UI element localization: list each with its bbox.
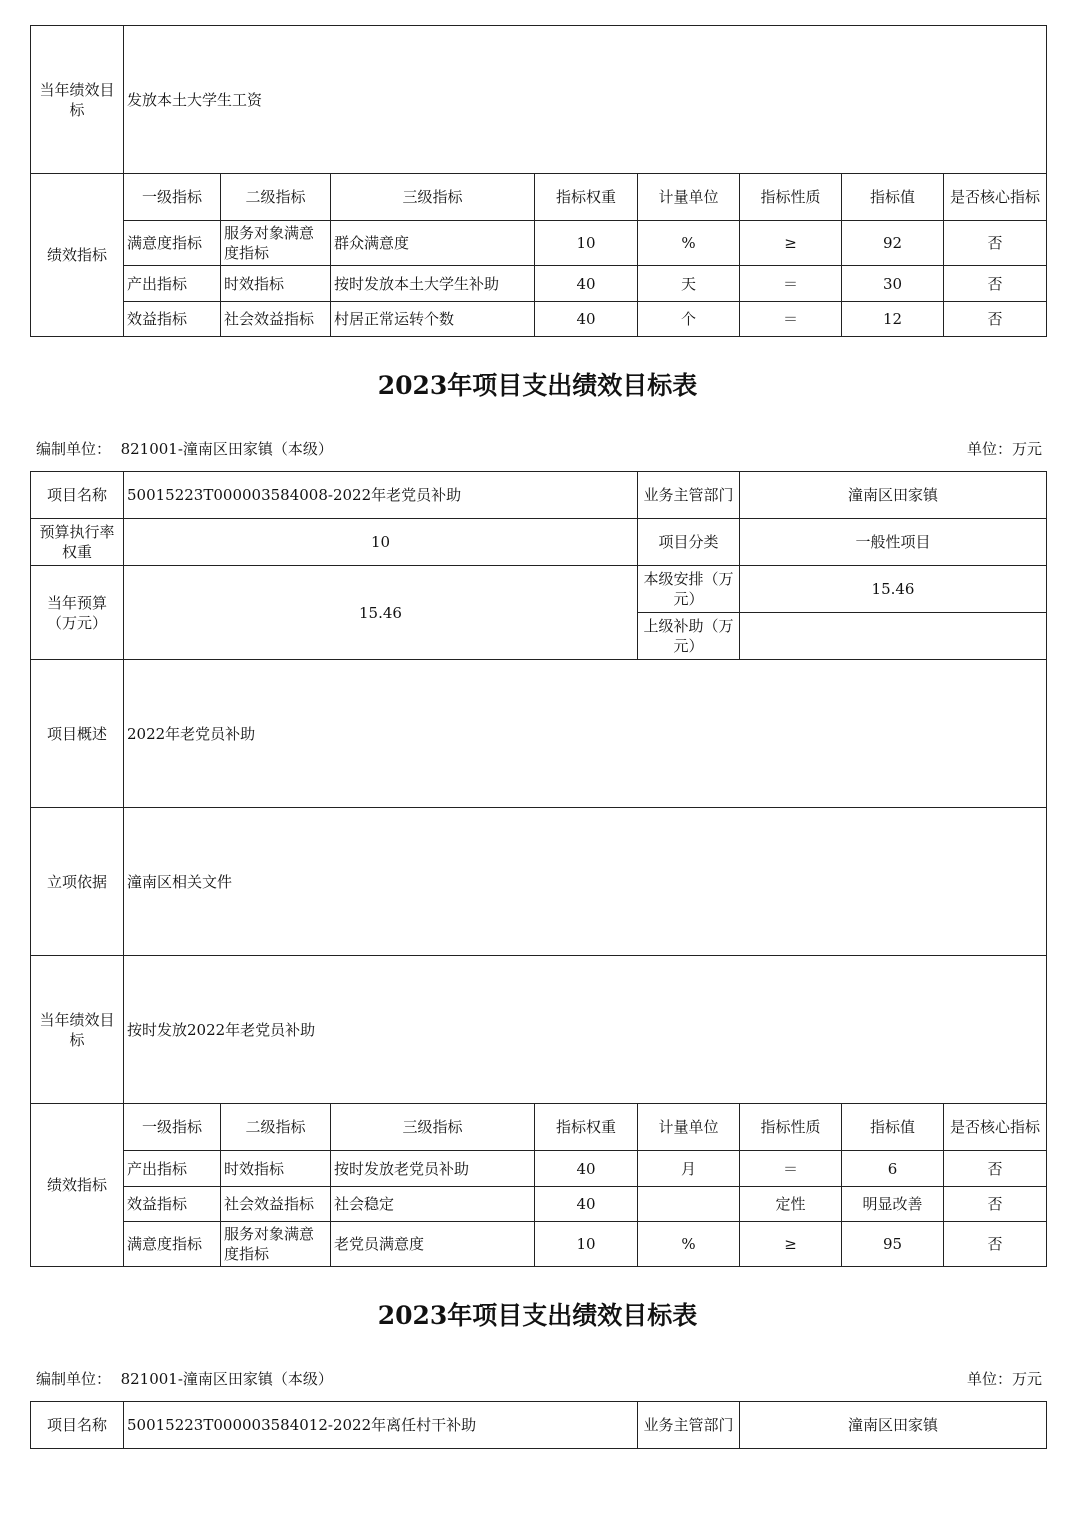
page-title: 2023年项目支出绩效目标表 [377,371,698,400]
goal-label: 当年绩效目标 [31,956,124,1104]
indicator-label: 绩效指标 [31,174,124,337]
goal-label: 当年绩效目标 [31,26,124,174]
indicator-header: 二级指标 [221,174,331,221]
cell [638,1187,740,1222]
cell: 时效指标 [221,1151,331,1187]
performance-table-1 [30,471,1047,1267]
basis-value: 潼南区相关文件 [124,808,1047,956]
cell: % [638,221,740,266]
dept-label: 业务主管部门 [638,472,740,519]
upper-label: 上级补助（万元） [638,613,740,660]
unit-label: 单位：万元 [966,1370,1042,1388]
table-row [31,221,1047,266]
indicator-header: 是否核心指标 [944,1104,1047,1151]
cell: 产出指标 [124,266,221,302]
indicator-header: 指标权重 [535,174,638,221]
table-row [31,1222,1047,1267]
indicator-header: 指标性质 [740,174,842,221]
goal-text: 发放本土大学生工资 [124,26,1047,174]
cell: % [638,1222,740,1267]
indicator-header: 指标权重 [535,1104,638,1151]
performance-table-top [30,25,1047,337]
project-name-value: 50015223T000003584012-2022年离任村干补助 [124,1402,638,1449]
performance-table-2 [30,1401,1047,1449]
category-value: 一般性项目 [740,519,1047,566]
cell: 效益指标 [124,1187,221,1222]
cell: 效益指标 [124,302,221,337]
budget-value: 15.46 [124,566,638,660]
cell: ≥ [740,1222,842,1267]
cell: 社会效益指标 [221,302,331,337]
cell: 否 [944,1222,1047,1267]
cell: 满意度指标 [124,1222,221,1267]
cell: 月 [638,1151,740,1187]
cell: 否 [944,1151,1047,1187]
basis-label: 立项依据 [31,808,124,956]
indicator-header: 三级指标 [331,1104,535,1151]
project-name-value: 50015223T000003584008-2022年老党员补助 [124,472,638,519]
cell: 老党员满意度 [331,1222,535,1267]
cell: 95 [842,1222,944,1267]
page-title: 2023年项目支出绩效目标表 [377,1301,698,1330]
cell: ＝ [740,1151,842,1187]
dept-value: 潼南区田家镇 [740,1402,1047,1449]
table-row [31,1187,1047,1222]
table-row [31,302,1047,337]
cell: 按时发放老党员补助 [331,1151,535,1187]
cell: 个 [638,302,740,337]
indicator-header: 一级指标 [124,174,221,221]
cell: 否 [944,1187,1047,1222]
cell: 社会稳定 [331,1187,535,1222]
cell: 否 [944,266,1047,302]
indicator-header: 一级指标 [124,1104,221,1151]
cell: 否 [944,302,1047,337]
compiler-line [36,438,333,459]
goal-text: 按时发放2022年老党员补助 [124,956,1047,1104]
own-label: 本级安排（万元） [638,566,740,613]
dept-label: 业务主管部门 [638,1402,740,1449]
indicator-header: 是否核心指标 [944,174,1047,221]
compiler-value: 821001-潼南区田家镇（本级） [120,1370,333,1388]
indicator-header: 计量单位 [638,1104,740,1151]
compiler-line [36,1368,333,1389]
cell: 10 [535,1222,638,1267]
cell: 定性 [740,1187,842,1222]
table-row [31,1151,1047,1187]
cell: 否 [944,221,1047,266]
cell: 30 [842,266,944,302]
cell: ≥ [740,221,842,266]
indicator-header: 三级指标 [331,174,535,221]
cell: 社会效益指标 [221,1187,331,1222]
category-label: 项目分类 [638,519,740,566]
cell: 按时发放本土大学生补助 [331,266,535,302]
indicator-label: 绩效指标 [31,1104,124,1267]
overview-label: 项目概述 [31,660,124,808]
cell: 40 [535,266,638,302]
compiler-label: 编制单位： [36,1370,112,1388]
cell: 天 [638,266,740,302]
cell: 12 [842,302,944,337]
cell: 满意度指标 [124,221,221,266]
upper-value [740,613,1047,660]
cell: 产出指标 [124,1151,221,1187]
compiler-value: 821001-潼南区田家镇（本级） [120,440,333,458]
cell: 40 [535,302,638,337]
indicator-header: 指标值 [842,174,944,221]
cell: 村居正常运转个数 [331,302,535,337]
cell: 10 [535,221,638,266]
dept-value: 潼南区田家镇 [740,472,1047,519]
cell: 6 [842,1151,944,1187]
cell: 群众满意度 [331,221,535,266]
indicator-header: 指标值 [842,1104,944,1151]
cell: 明显改善 [842,1187,944,1222]
cell: ＝ [740,302,842,337]
table-row [31,266,1047,302]
cell: 92 [842,221,944,266]
exec-weight-value: 10 [124,519,638,566]
exec-weight-label: 预算执行率权重 [31,519,124,566]
compiler-label: 编制单位： [36,440,112,458]
cell: 服务对象满意度指标 [221,221,331,266]
indicator-header: 计量单位 [638,174,740,221]
unit-label: 单位：万元 [966,440,1042,458]
cell: 40 [535,1187,638,1222]
cell: ＝ [740,266,842,302]
project-name-label: 项目名称 [31,472,124,519]
cell: 40 [535,1151,638,1187]
cell: 时效指标 [221,266,331,302]
project-name-label: 项目名称 [31,1402,124,1449]
cell: 服务对象满意度指标 [221,1222,331,1267]
indicator-header: 二级指标 [221,1104,331,1151]
own-value: 15.46 [740,566,1047,613]
overview-value: 2022年老党员补助 [124,660,1047,808]
indicator-header: 指标性质 [740,1104,842,1151]
budget-label: 当年预算（万元） [31,566,124,660]
